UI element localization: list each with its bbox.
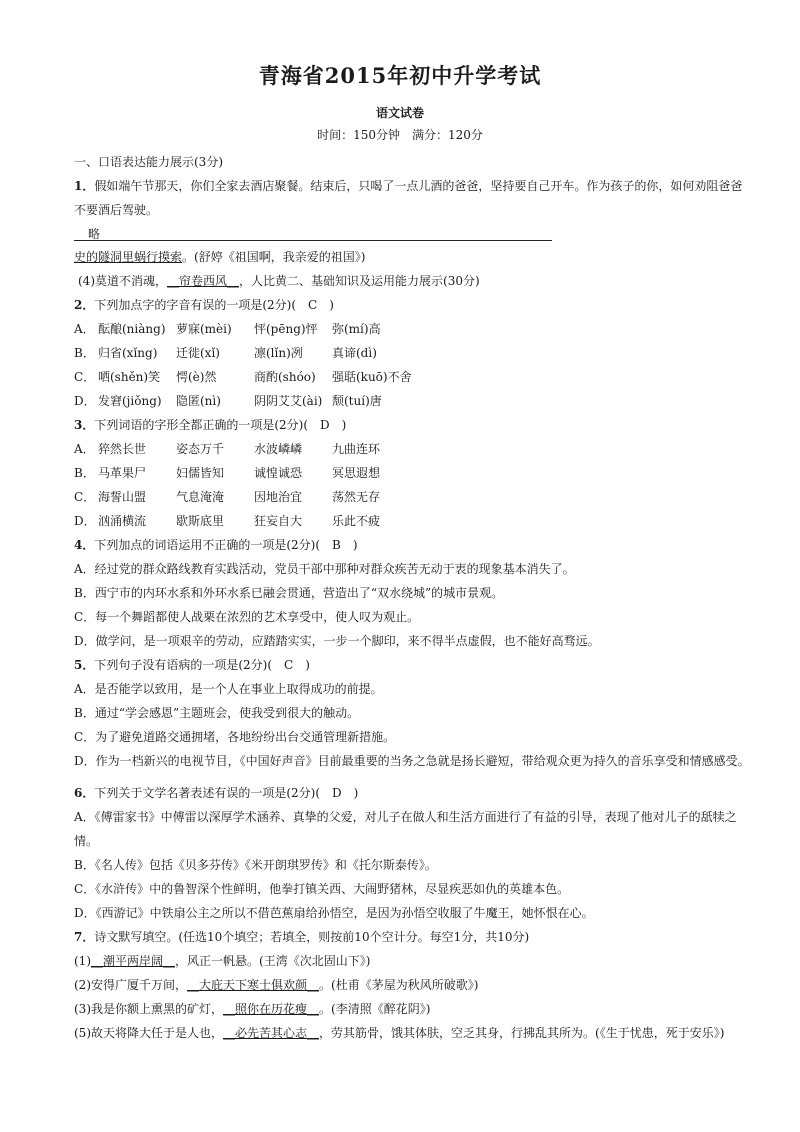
question-number: 7． bbox=[74, 930, 95, 944]
question-stem: 下列句子没有语病的一项是(2分)( C ) bbox=[94, 658, 310, 672]
exam-content bbox=[74, 150, 754, 1045]
option-word: 妇儒皆知 bbox=[176, 466, 225, 480]
option-a bbox=[74, 317, 754, 341]
option-d: D．《西游记》中铁扇公主之所以不借芭蕉扇给孙悟空，是因为孙悟空收服了牛魔王，她怀恨在心。 bbox=[74, 906, 594, 920]
question-7-items bbox=[74, 949, 754, 1045]
option-word: 荡然无存 bbox=[332, 490, 381, 504]
option-word: 弥(mí)高 bbox=[332, 322, 381, 336]
option-letter: B． bbox=[74, 346, 95, 360]
option-word: 怦(pēng)怦 bbox=[254, 322, 318, 336]
option-a: A．经过党的群众路线教育实践活动，党员干部中那种对群众疾苦无动于衷的现象基本消失了。 bbox=[74, 562, 575, 576]
option-word: 愕(è)然 bbox=[176, 370, 217, 384]
option-word: 海誓山盟 bbox=[98, 490, 147, 504]
option-word: 阴阴艾艾(ài) bbox=[254, 394, 323, 408]
question-5 bbox=[74, 653, 754, 677]
option-word: 歇斯底里 bbox=[176, 514, 225, 528]
answer-line bbox=[74, 222, 552, 241]
option-word: 冥思遐想 bbox=[332, 466, 381, 480]
stray-text: ，人比黄二、基础知识及运用能力展示(30分) bbox=[239, 274, 480, 288]
question-number: 2． bbox=[74, 298, 95, 312]
option-word: 因地治宜 bbox=[254, 490, 303, 504]
question-number: 1． bbox=[74, 179, 95, 193]
fill-blank: __照你在历花瘦__ bbox=[223, 1002, 320, 1016]
option-word: 凛(lǐn)冽 bbox=[254, 346, 303, 360]
fill-prefix: (1) bbox=[74, 954, 91, 968]
question-stem: 下列加点的词语运用不正确的一项是(2分)( B ) bbox=[94, 538, 358, 552]
question-number: 5． bbox=[74, 658, 95, 672]
question-stem: 下列关于文学名著表述有误的一项是(2分)( D ) bbox=[94, 786, 359, 800]
option-word: 姿态万千 bbox=[176, 442, 225, 456]
option-c bbox=[74, 365, 754, 389]
exam-title: 青海省2015年初中升学考试 bbox=[258, 63, 542, 88]
question-number: 4． bbox=[74, 538, 95, 552]
fill-suffix: 。(李清照《醉花阴》) bbox=[319, 1002, 431, 1016]
fill-suffix: 。(杜甫《茅屋为秋风所破歌》) bbox=[319, 978, 479, 992]
question-stem: 下列加点字的字音有误的一项是(2分)( C ) bbox=[94, 298, 334, 312]
option-word: 发窘(jiǒng) bbox=[98, 394, 162, 408]
option-letter: B． bbox=[74, 466, 95, 480]
option-word: 酝酿(niàng) bbox=[98, 322, 166, 336]
stray-blank: 史的隧洞里蜗行摸索 bbox=[74, 250, 183, 264]
option-word: 归省(xǐng) bbox=[98, 346, 158, 360]
question-4 bbox=[74, 533, 754, 557]
option-word: 汹涌横流 bbox=[98, 514, 147, 528]
option-word: 九曲连环 bbox=[332, 442, 381, 456]
option-word: 真谛(dì) bbox=[332, 346, 377, 360]
option-b bbox=[74, 341, 754, 365]
exam-subtitle: 语文试卷 bbox=[375, 106, 424, 120]
option-b: B．通过“学会感恩”主题班会，使我受到很大的触动。 bbox=[74, 706, 360, 720]
fill-prefix: (3)我是你额上熏黑的矿灯， bbox=[74, 1002, 223, 1016]
option-d: D．做学问，是一项艰辛的劳动，应踏踏实实，一步一个脚印，来不得半点虚假，也不能好高骛远。 bbox=[74, 634, 600, 648]
fill-suffix: ，劳其筋骨，饿其体肤，空乏其身，行拂乱其所为。(《生于忧患，死于安乐》) bbox=[319, 1026, 725, 1040]
option-word: 马革果尸 bbox=[98, 466, 147, 480]
question-3-options bbox=[74, 437, 754, 533]
option-word: 乐此不疲 bbox=[332, 514, 381, 528]
option-a: A．是否能学以致用，是一个人在事业上取得成功的前提。 bbox=[74, 682, 383, 696]
option-word: 隐匿(nì) bbox=[176, 394, 221, 408]
question-stem: 下列词语的字形全都正确的一项是(2分)( D ) bbox=[94, 418, 347, 432]
fill-prefix: (5)故天将降大任于是人也， bbox=[74, 1026, 223, 1040]
stray-text: (4)莫道不消魂， bbox=[78, 274, 167, 288]
option-word: 哂(shěn)笑 bbox=[98, 370, 161, 384]
option-d: D．作为一档新兴的电视节目，《中国好声音》目前最重要的当务之急就是扬长避短，带给观众更为持久的音乐享受和情感感受。 bbox=[74, 754, 750, 768]
option-a bbox=[74, 437, 754, 461]
question-stem: 诗文默写填空。(任选10个填空；若填全，则按前10个空计分。每空1分，共10分) bbox=[94, 930, 530, 944]
fill-prefix: (2)安得广厦千万间， bbox=[74, 978, 187, 992]
option-a: A．《傅雷家书》中傅雷以深厚学术涵养、真挚的父爱，对儿子在做人和生活方面进行了有益的引导，表现了他对儿子的舐犊之情。 bbox=[74, 810, 737, 848]
option-word: 迁徙(xǐ) bbox=[176, 346, 220, 360]
option-letter: D． bbox=[74, 394, 96, 408]
fill-blank: __必先苦其心志__ bbox=[223, 1026, 320, 1040]
option-word: 颓(tuí)唐 bbox=[332, 394, 382, 408]
answer-text: 略 bbox=[88, 227, 101, 241]
question-stem: 假如端午节那天，你们全家去酒店聚餐。结束后，只喝了一点儿酒的爸爸，坚持要自己开车。作为孩子的你，如何劝阻爸爸不要酒后驾驶。 bbox=[74, 179, 743, 217]
option-b: B．《名人传》包括《贝多芬传》《米开朗琪罗传》和《托尔斯泰传》。 bbox=[74, 858, 437, 872]
option-word: 气息淹淹 bbox=[176, 490, 225, 504]
option-letter: C． bbox=[74, 370, 96, 384]
option-letter: C． bbox=[74, 490, 96, 504]
stray-line-a bbox=[74, 245, 754, 269]
question-1 bbox=[74, 174, 754, 222]
option-c: C．为了避免道路交通拥堵，各地纷纷出台交通管理新措施。 bbox=[74, 730, 396, 744]
option-letter: A． bbox=[74, 322, 95, 336]
question-2 bbox=[74, 293, 754, 317]
stray-text: 。(舒婷《祖国啊，我亲爱的祖国》) bbox=[182, 250, 366, 264]
option-b: B．西宁市的内环水系和外环水系已融会贯通，营造出了“双水绕城”的城市景观。 bbox=[74, 586, 504, 600]
option-c: C．《水浒传》中的鲁智深个性鲜明，他拳打镇关西、大闹野猪林，尽显疾恶如仇的英雄本色。 bbox=[74, 882, 570, 896]
question-number: 6． bbox=[74, 786, 95, 800]
question-2-options bbox=[74, 317, 754, 413]
option-word: 猝然长世 bbox=[98, 442, 147, 456]
stray-line-b bbox=[74, 269, 754, 293]
fill-item bbox=[74, 973, 754, 997]
exam-meta: 时间：150分钟 满分：120分 bbox=[317, 128, 483, 142]
fill-blank: __大庇天下寒士俱欢颜__ bbox=[187, 978, 320, 992]
option-c: C．每一个舞蹈都使人战栗在浓烈的艺术享受中，使人叹为观止。 bbox=[74, 610, 420, 624]
option-word: 萝寐(mèi) bbox=[176, 322, 232, 336]
option-d bbox=[74, 389, 754, 413]
question-3 bbox=[74, 413, 754, 437]
stray-blank: __帘卷西风__ bbox=[167, 274, 240, 288]
fill-blank: __潮平两岸阔__ bbox=[91, 954, 176, 968]
option-letter: A． bbox=[74, 442, 95, 456]
option-word: 水波嶙嶙 bbox=[254, 442, 303, 456]
option-word: 诚惶诚恐 bbox=[254, 466, 303, 480]
fill-item bbox=[74, 1021, 754, 1045]
question-7 bbox=[74, 925, 754, 949]
fill-item bbox=[74, 949, 754, 973]
option-word: 强聒(kuō)不舍 bbox=[332, 370, 412, 384]
option-b bbox=[74, 461, 754, 485]
option-d bbox=[74, 509, 754, 533]
question-number: 3． bbox=[74, 418, 95, 432]
option-word: 商酌(shóo) bbox=[254, 370, 316, 384]
question-6 bbox=[74, 781, 754, 805]
option-c bbox=[74, 485, 754, 509]
fill-item bbox=[74, 997, 754, 1021]
fill-suffix: ，风正一帆悬。(王湾《次北固山下》) bbox=[175, 954, 371, 968]
option-letter: D． bbox=[74, 514, 96, 528]
option-word: 狂妄自大 bbox=[254, 514, 303, 528]
section-heading: 一、口语表达能力展示(3分) bbox=[74, 155, 223, 169]
